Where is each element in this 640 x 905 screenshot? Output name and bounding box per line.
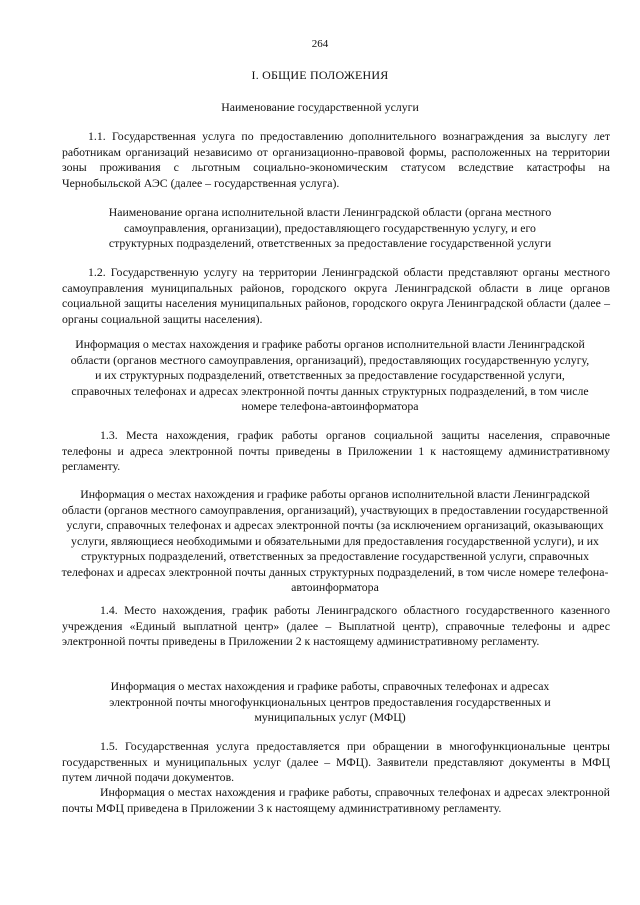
paragraph-1-2: 1.2. Государственную услугу на территории Ленинградской области представляют органы местного самоуправления муниципальных районов, городского округа Ленинградской области в лице органов социальной защиты населения муниципальных районов, городского округа Ленинградской области (далее – органы социальной защиты населения). [62,265,610,326]
paragraph-1-3: 1.3. Места нахождения, график работы органов социальной защиты населения, справочные телефоны и адреса электронной почты приведены в Приложении 1 к настоящему административному регламенту. [62,428,610,473]
heading-locations-mfc: Информация о местах нахождения и графике работы, справочных телефонах и адресах электронной почты многофункциональных центров предоставления государственных и муниципальных услуг (МФЦ) [109,679,551,724]
paragraph-1-4: 1.4. Место нахождения, график работы Ленинградского областного государственного казенного учреждения «Единый выплатной центр» (далее – Выплатной центр), справочные телефоны и адрес электронной почты приведены в Приложении 2 к настоящему административному регламенту. [62,603,610,648]
section-title: I. ОБЩИЕ ПОЛОЖЕНИЯ [251,68,389,82]
heading-authority-name: Наименование органа исполнительной власти Ленинградской области (органа местного самоуправления, организации), предоставляющего государственную услугу, и его структурных подразделений, ответственных за предоставление государственной услуги [108,205,552,250]
paragraph-mfc-info: Информация о местах нахождения и графике работы, справочных телефонах и адресах электронной почты МФЦ приведена в Приложении 3 к настоящему административному регламенту. [62,785,610,815]
heading-service-name: Наименование государственной услуги [221,100,419,114]
paragraph-1-5: 1.5. Государственная услуга предоставляется при обращении в многофункциональные центры государственных и муниципальных услуг (далее – МФЦ). Заявители представляют документы в МФЦ путем личной подачи документов. [62,739,610,784]
heading-locations-authorities: Информация о местах нахождения и графике работы органов исполнительной власти Ленинградской области (органов местного самоуправления, организаций), предоставляющих государственную услугу, и их структурных подразделений, ответственных за предоставление государственной услуги, справочных телефонах и адресах электронной почты данных структурных подразделений, в том числе номере телефона-автоинформатора [70,337,590,413]
paragraph-1-1: 1.1. Государственная услуга по предоставлению дополнительного вознаграждения за выслугу лет работникам организаций независимо от организационно-правовой формы, расположенных на территории зоны проживания с льготным социально-экономическим статусом вследствие катастрофы на Чернобыльской АЭС (далее – государственная услуга). [62,129,610,190]
heading-locations-participants: Информация о местах нахождения и графике работы органов исполнительной власти Ленинградской области (органов местного самоуправления, организаций), участвующих в предоставлении государственной услуги, справочных телефонах и адресах электронной почты (за исключением организаций, оказывающих услуги, являющиеся необходимыми и обязательными для предоставления государственной услуги), и их структурных подразделений, ответственных за предоставление государственной услуги, справочных телефонах и адресах электронной почты данных структурных подразделений, в том числе номере телефона-автоинформатора [61,487,609,594]
page-number: 264 [311,38,329,50]
